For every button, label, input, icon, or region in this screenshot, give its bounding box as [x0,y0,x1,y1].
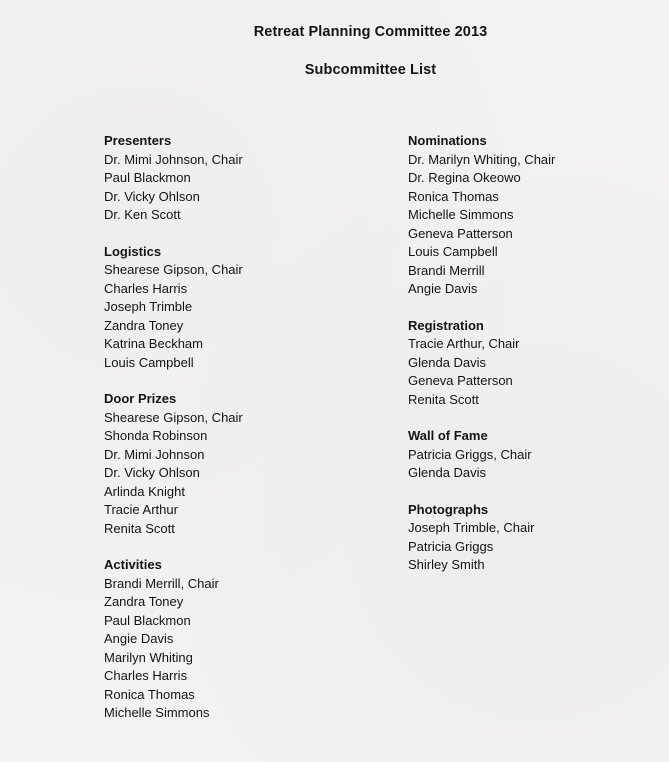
member-name: Tracie Arthur, Chair [408,336,520,351]
subcommittee-title: Wall of Fame [408,428,488,443]
member-name: Angie Davis [408,281,478,296]
subcommittee-presenters [104,132,243,225]
member-name: Paul Blackmon [104,170,191,185]
subcommittee-registration [408,317,555,410]
member-name: Joseph Trimble, Chair [408,520,535,535]
member-name: Paul Blackmon [104,612,191,628]
member-name: Louis Campbell [104,354,194,370]
member-name: Patricia Griggs, Chair [408,446,532,462]
member-name: Dr. Mimi Johnson [104,446,205,462]
member-name: Shearese Gipson, Chair [104,409,243,425]
member-name: Ronica Thomas [104,686,195,702]
subcommittee-title: Presenters [104,133,172,148]
subcommittee-activities [104,556,243,723]
member-name: Tracie Arthur [104,502,178,517]
member-name: Joseph Trimble [104,299,193,314]
member-name: Zandra Toney [104,594,184,609]
member-name: Dr. Mimi Johnson, Chair [104,151,243,167]
member-name: Brandi Merrill [408,262,485,278]
member-name: Dr. Regina Okeowo [408,170,521,185]
member-name: Louis Campbell [408,244,498,259]
member-name: Geneva Patterson [408,373,513,388]
subcommittee-title: Logistics [104,243,162,259]
member-name: Shonda Robinson [104,428,208,443]
member-name: Shearese Gipson, Chair [104,262,243,277]
member-name: Shirley Smith [408,557,485,572]
member-name: Renita Scott [408,391,479,407]
subcommittee-photographs [408,501,555,575]
member-name: Dr. Vicky Ohlson [104,188,200,204]
subcommittee-door-prizes [104,390,243,538]
member-name: Dr. Ken Scott [104,207,181,222]
subcommittee-logistics [104,243,243,373]
member-name: Katrina Beckham [104,336,203,351]
member-name: Dr. Marilyn Whiting, Chair [408,151,556,167]
member-name: Charles Harris [104,280,188,296]
subcommittee-title: Activities [104,557,162,572]
subcommittee-title: Photographs [408,501,489,517]
left-column [104,132,243,741]
member-name: Michelle Simmons [104,705,210,720]
member-name: Patricia Griggs [408,538,494,554]
member-name: Geneva Patterson [408,225,513,241]
member-name: Glenda Davis [408,354,487,370]
subcommittee-title: Nominations [408,133,487,148]
member-name: Arlinda Knight [104,483,185,499]
subcommittee-title: Registration [408,317,484,333]
member-name: Brandi Merrill, Chair [104,575,219,591]
subcommittee-title: Door Prizes [104,391,177,406]
member-name: Dr. Vicky Ohlson [104,465,200,480]
member-name: Glenda Davis [408,465,487,480]
member-name: Marilyn Whiting [104,649,193,665]
member-name: Charles Harris [104,668,188,683]
member-name: Michelle Simmons [408,207,514,222]
member-name: Renita Scott [104,520,175,536]
subcommittee-nominations [408,132,555,299]
document-title: Retreat Planning Committee 2013 [253,24,488,40]
right-column [408,132,555,593]
document-subtitle: Subcommittee List [304,62,437,78]
member-name: Zandra Toney [104,317,184,333]
member-name: Ronica Thomas [408,188,499,204]
member-name: Angie Davis [104,631,174,646]
subcommittee-wall-of-fame [408,427,555,483]
